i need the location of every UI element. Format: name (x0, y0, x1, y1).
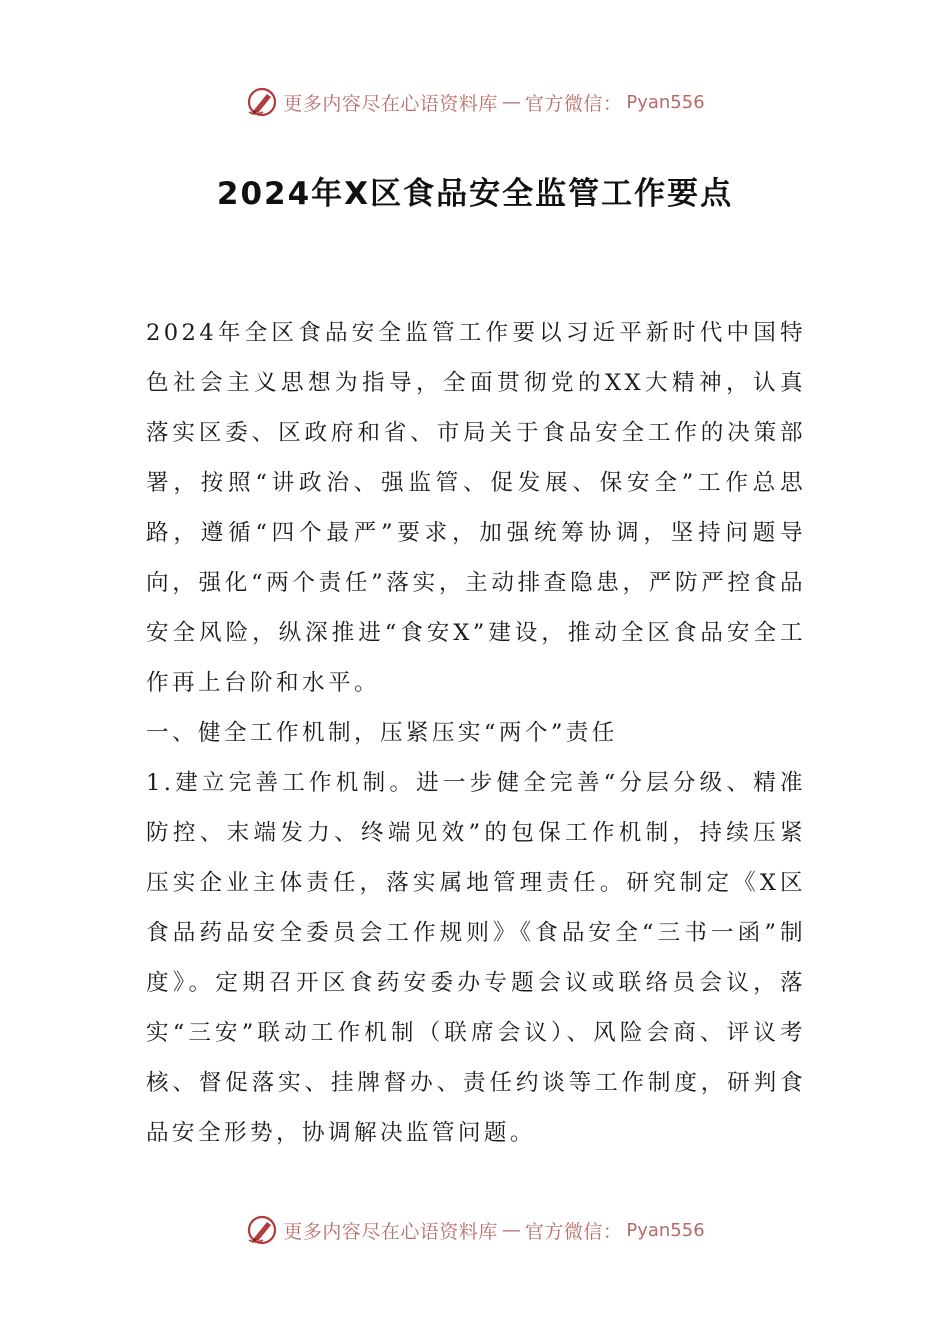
pen-logo-icon (245, 1213, 279, 1247)
item-paragraph: 1.建立完善工作机制。进一步健全完善“分层分级、精准防控、末端发力、终端见效”的包保工作机制，持续压紧压实企业主体责任，落实属地管理责任。研究制定《X区食品药品安全委员会工作规则》《食品安全“三书一函”制度》。定期召开区食药安委办专题会议或联络员会议，落实“三安”联动工作机制（联席会议）、风险会商、评议考核、督促落实、挂牌督办、责任约谈等工作制度，研判食品安全形势，协调解决监管问题。 (146, 770, 806, 1146)
banner-wechat-id: Pyan556 (626, 91, 705, 113)
document-body (146, 308, 806, 1158)
footer-watermark-banner (0, 1208, 950, 1252)
section-heading: 一、健全工作机制，压紧压实“两个”责任 (146, 720, 618, 746)
banner-wechat-label: 官方微信： (524, 92, 623, 115)
banner-wechat-label: 官方微信： (524, 1220, 623, 1243)
banner-wechat-id: Pyan556 (626, 1219, 705, 1241)
banner-dash: — (501, 1219, 521, 1241)
document-title: 2024年X区食品安全监管工作要点 (216, 176, 734, 212)
header-watermark-banner (0, 80, 950, 124)
banner-site-text: 更多内容尽在心语资料库 (283, 92, 498, 115)
banner-site-text: 更多内容尽在心语资料库 (283, 1220, 498, 1243)
banner-dash: — (501, 91, 521, 113)
intro-paragraph: 2024年全区食品安全监管工作要以习近平新时代中国特色社会主义思想为指导，全面贯彻党的XX大精神，认真落实区委、区政府和省、市局关于食品安全工作的决策部署，按照“讲政治、强监管、促发展、保安全”工作总思路，遵循“四个最严”要求，加强统筹协调，坚持问题导向，强化“两个责任”落实，主动排查隐患，严防严控食品安全风险，纵深推进“食安X”建设，推动全区食品安全工作再上台阶和水平。 (146, 320, 806, 696)
pen-logo-icon (245, 85, 279, 119)
